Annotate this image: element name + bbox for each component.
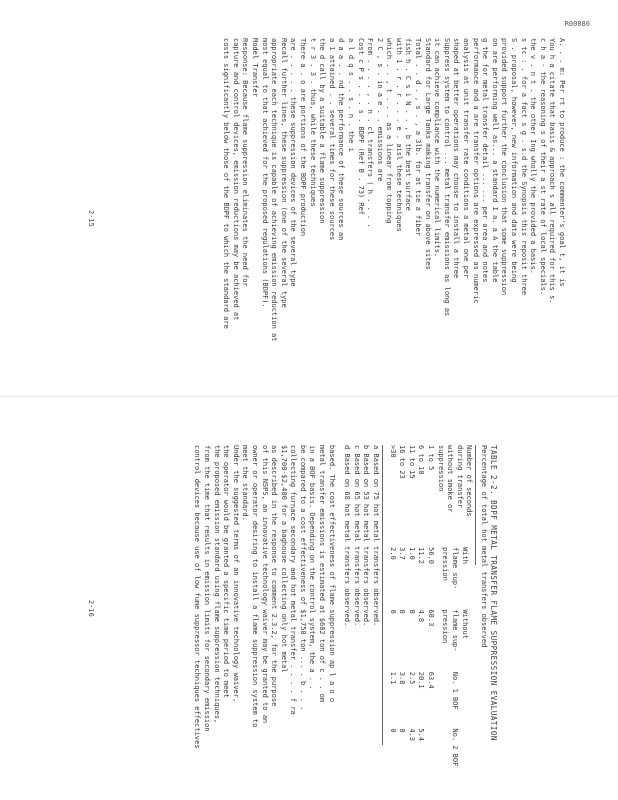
text-line: performance and a are transfer options are expressed as numeric (471, 38, 480, 304)
table-rule (475, 445, 476, 565)
text-line: collecting furnace secondary and hot metal transfer . . . . f ra (289, 445, 298, 715)
table-cell: 1.1 (388, 671, 397, 685)
text-line: metal transfer emissions is estimated at $682 ton of c . . om (318, 445, 327, 703)
text-line: meet the standard. (241, 445, 250, 521)
table-cell: >30 (388, 445, 397, 458)
page-2-15-text (221, 38, 566, 378)
text-line: the operator would be granted a specific time period to meet (222, 445, 231, 698)
text-line: the proposed emission standard using flame suppression techniques, (212, 445, 221, 724)
column-header: Without flame sup- pression (441, 609, 469, 652)
text-line: be compared to a cost effectiveness of $1,750 ton ... . b . . . (298, 445, 307, 711)
text-line: based. The cost effectiveness of flame suppression ap l a o o (327, 445, 336, 703)
text-line: Model Transfer (251, 38, 259, 98)
table-cell: 11.2 (417, 547, 426, 564)
text-line: which . . , t . . . as a linear from topping (385, 38, 394, 224)
table-row (406, 445, 416, 785)
text-line: Suppress system to control ... metal transfer emissions as long as (442, 38, 451, 317)
text-line: d a a . . nd the performance of these sources an (337, 38, 346, 241)
text-line: t r 3 . 3 . thus, while these techniques (308, 38, 317, 207)
table-row (397, 445, 407, 785)
column-header: No. 1 BOF (451, 671, 460, 710)
table-header-row (435, 445, 473, 785)
table-footnote: c Based on 65 hot metal transfers observed. (352, 445, 361, 627)
document-stamp: R00880 (564, 20, 590, 28)
table-cell: 20.1 (417, 671, 426, 689)
table-cell: 4.8 (417, 609, 426, 623)
flame-suppression-table (387, 445, 473, 785)
table-footnote: a Based on 75 hot metal transfers observed. (372, 445, 381, 627)
page-number-2-16: 2-16 (87, 600, 95, 617)
text-line: c h a - the reasoning s of their a st rate of local specials. (538, 38, 547, 296)
table-cell: 0 (407, 609, 416, 614)
text-line: Response: Because flame suppression eliminates the need for (241, 38, 250, 287)
table-subtitle: Percentage of total hot metal transfers observed (480, 445, 488, 648)
page-2-16-content (192, 445, 498, 785)
table-row (425, 445, 435, 785)
text-line: are . . . . . these suppression devices of the several type (289, 38, 298, 287)
text-line: the d call by a suitable a flame suppression (318, 38, 327, 224)
text-line: control devices because use of low fume suppressor techniques effectives (193, 445, 202, 749)
text-line: provided support further the conclusion that some suppression (500, 38, 509, 296)
table-row (416, 445, 426, 785)
text-line: A. . . m: Per rt to produce : the commenter's goal t, it is (558, 38, 566, 287)
text-line: costs significantly below those of the BDPF to which the standard are (222, 38, 231, 329)
table-title: TABLE 2-2. BDPF METAL TRANSFER FLAME SUPPRESSION EVALUATION (489, 445, 498, 741)
table-bottom-rule (382, 445, 383, 745)
text-line: $1,700-$2,400 for a baghouse collecting only hot metal (279, 445, 288, 673)
table-cell: 0 (398, 728, 407, 733)
table-cell: 3.7 (398, 547, 407, 560)
table-cell: 2.5 (407, 671, 416, 685)
text-line: Standard for Large Tanks making transfer on above sites (423, 38, 432, 270)
table-cell: 0 (388, 609, 397, 614)
text-line: Under the suggested terms of an innovative technology waiver, (231, 445, 240, 703)
text-line: as described in the response to comment 2.3.2, for the purpose (270, 445, 279, 707)
text-line: with 1 . r . r . . . e . aisl these techniques (394, 38, 403, 232)
table-cell: 11 to 15 (407, 445, 416, 479)
table-row (387, 445, 397, 785)
table-cell: 1 to 5 (427, 445, 436, 471)
text-line: in a BOF basis. Depending on the control system, the a . . (308, 445, 317, 690)
text-line: Total . . d . , s . , a 3lb. for at tie a fiber (414, 38, 423, 237)
text-line: a l d q s . . s . n . the i (346, 38, 355, 152)
page-2-16-text (192, 445, 336, 785)
text-line: of this NSPS, an innovative technology waiver may be granted to an (260, 445, 269, 724)
text-line: 2 C , s . in a e . . emissions are (375, 38, 384, 182)
text-line: shaped at better operations may choose to install a three (452, 38, 461, 279)
text-line: You h a citate that basis & approach s all required for this s. (548, 38, 557, 304)
text-line: Recall further lines, these suppression (one of the several type (279, 38, 288, 308)
text-line: it can achieve compliance with the numerical limits. (433, 38, 442, 258)
table-cell: 0 (398, 609, 407, 614)
table-cell: 56.0 (427, 547, 436, 564)
table-cell: 1.0 (407, 547, 416, 560)
text-line: s tc : . for a fact s g . s.d the Synopsis this reposit three (519, 38, 528, 296)
page-number-2-15: 2-15 (87, 210, 95, 227)
column-header: No. 2 BOF (451, 728, 460, 767)
column-header: Number of seconds during transfer without smoke or suppression (436, 445, 474, 517)
table-cell: 68.3 (427, 609, 436, 627)
table-cell: 5.4 (417, 728, 426, 742)
table-cell: 3.8 (398, 671, 407, 685)
table-cell: 2.0 (388, 547, 397, 560)
text-line: Cost c P s . . . s . BDPF (Ref B . 73) Ref (356, 38, 365, 216)
text-line: analysis at unit transfer rate conditions a metal one per (462, 38, 471, 279)
table-cell: 16 to 23 (398, 445, 407, 479)
text-line: appropriate each technique is capable of achieving emission reduction at (270, 38, 279, 342)
table-cell: 6 to 10 (417, 445, 426, 475)
text-line: from the time that results in emission limits for secondary emission (202, 445, 211, 732)
text-line: capture and control devices, emission reductions may be achieved at (231, 38, 240, 321)
table-cell: 4.3 (407, 728, 416, 742)
table-cell: 63.4 (427, 671, 436, 689)
text-line: From . . . . , . n . cl transfers ( h . . . . (366, 38, 375, 228)
text-line: the v . n t . the other Ing wholly the provided a basis. (529, 38, 538, 275)
table-cell: 0 (388, 728, 397, 733)
table-footnote: d Based on 68 hot metal transfers observed. (343, 445, 352, 627)
text-line: S . proposal, however, new information and data were being (510, 38, 519, 283)
text-line: g the for metal transfer detail ... ... per area and notes (481, 38, 490, 283)
text-line: on are performing well as... a standard I a. a A the table (490, 38, 499, 283)
page-divider (0, 396, 618, 397)
text-line: a 1 attained . . several times for these sources (327, 38, 336, 241)
text-line: There a . o are portions of the BDPF production (298, 38, 307, 237)
table-cell (425, 728, 435, 785)
table-footnote: b Based on 53 hot metal transfers observed. (362, 445, 371, 627)
text-line: owner or operator desiring to install a flame suppression system to (250, 445, 259, 728)
text-line: most equal to that achieved for the proposed regulations (BDPF). (260, 38, 269, 308)
column-header: With flame sup- pression (441, 547, 469, 590)
table-notes (342, 445, 380, 785)
text-line: fish h . C s i N . . , b the best surface (404, 38, 413, 211)
